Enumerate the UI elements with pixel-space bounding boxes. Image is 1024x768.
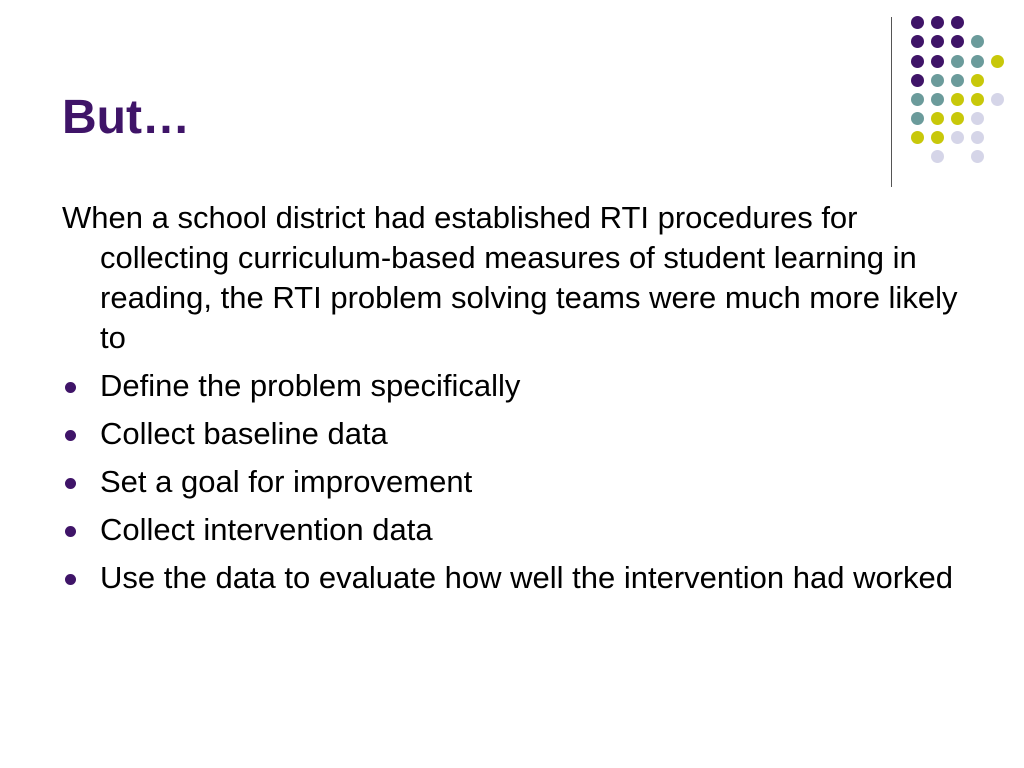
- decor-dot: [931, 16, 944, 29]
- decor-dot: [971, 131, 984, 144]
- bullet-item: [62, 366, 982, 406]
- decor-dot: [951, 55, 964, 68]
- bullet-icon: [65, 478, 76, 489]
- decor-dot: [931, 93, 944, 106]
- decor-dot: [911, 35, 924, 48]
- bullet-icon: [65, 526, 76, 537]
- bullet-text: Define the problem specifically: [100, 368, 521, 403]
- decor-dot: [951, 131, 964, 144]
- bullet-text: Use the data to evaluate how well the intervention had worked: [100, 560, 954, 595]
- decor-dot: [931, 150, 944, 163]
- bullet-item: [62, 558, 982, 598]
- decor-dot: [951, 112, 964, 125]
- decor-dot: [911, 131, 924, 144]
- intro-paragraph: When a school district had established RTI procedures for collecting curriculum-based measures of student learning in reading, the RTI problem solving teams were much more likely to: [62, 200, 958, 355]
- bullet-text: Collect intervention data: [100, 512, 433, 547]
- decor-dot: [931, 74, 944, 87]
- decor-dot: [971, 74, 984, 87]
- decor-dot: [911, 16, 924, 29]
- slide-body: [62, 198, 982, 606]
- bullet-item: [62, 462, 982, 502]
- decor-dot: [971, 35, 984, 48]
- bullet-text: Collect baseline data: [100, 416, 388, 451]
- vertical-divider: [891, 17, 892, 187]
- decor-dot: [931, 112, 944, 125]
- bullet-icon: [65, 382, 76, 393]
- bullet-icon: [65, 430, 76, 441]
- decor-dot: [911, 112, 924, 125]
- decor-dot: [971, 112, 984, 125]
- decor-dot: [911, 55, 924, 68]
- decor-dot: [971, 93, 984, 106]
- decor-dot: [991, 93, 1004, 106]
- decor-dot: [951, 74, 964, 87]
- slide-title: But…: [62, 91, 190, 144]
- decor-dot: [911, 93, 924, 106]
- decor-dot: [931, 55, 944, 68]
- decor-dot: [971, 55, 984, 68]
- decor-dot: [931, 35, 944, 48]
- bullet-icon: [65, 574, 76, 585]
- bullet-text: Set a goal for improvement: [100, 464, 473, 499]
- decor-dot: [971, 150, 984, 163]
- decor-dot: [951, 93, 964, 106]
- bullet-list: [62, 366, 982, 598]
- decor-dot: [951, 16, 964, 29]
- decor-dot: [911, 74, 924, 87]
- decor-dot: [951, 35, 964, 48]
- bullet-item: [62, 414, 982, 454]
- bullet-item: [62, 510, 982, 550]
- decor-dot: [931, 131, 944, 144]
- decor-dot: [991, 55, 1004, 68]
